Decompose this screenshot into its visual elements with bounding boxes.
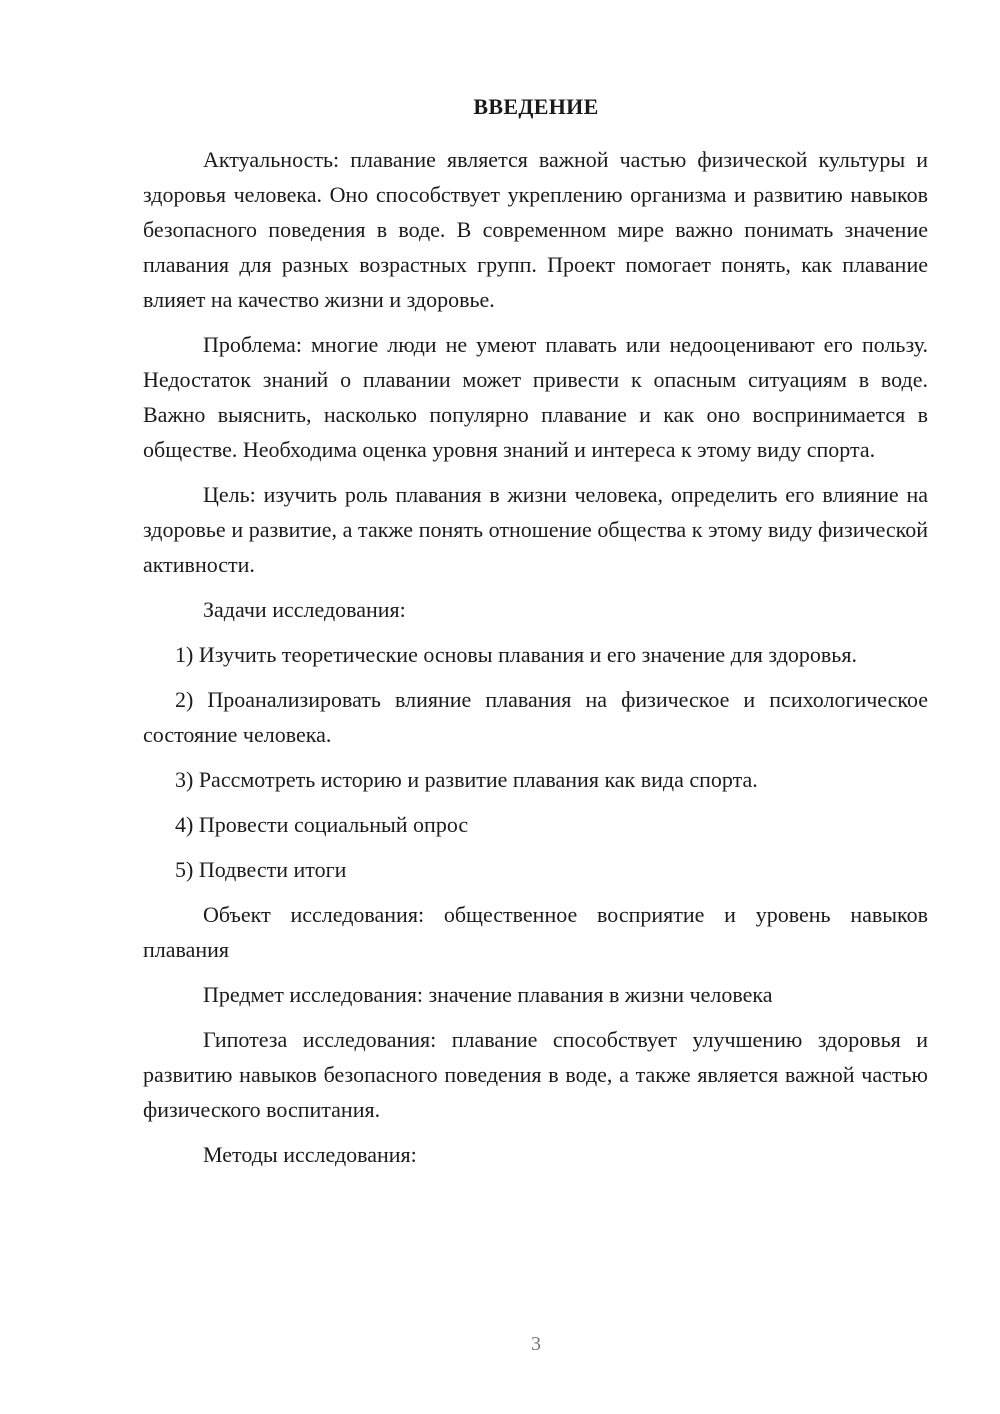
methods-title: Методы исследования: — [203, 1142, 417, 1167]
task-item-4: 4) Провести социальный опрос — [175, 812, 469, 837]
paragraph-object: Объект исследования: общественное восприятие и уровень навыков плавания — [143, 902, 928, 962]
page-title: ВВЕДЕНИЕ — [473, 94, 599, 119]
task-item-2: 2) Проанализировать влияние плавания на физическое и психологическое состояние человека. — [143, 687, 928, 747]
document-body — [143, 142, 928, 1182]
paragraph-relevance: Актуальность: плавание является важной частью физической культуры и здоровья человека. Оно способствует укреплению организма и развитию навыков безопасного поведения в воде. В современном мире важно понимать значение плавания для разных возрастных групп. Проект помогает понять, как плавание влияет на качество жизни и здоровье. — [143, 147, 928, 312]
paragraph-problem: Проблема: многие люди не умеют плавать или недооценивают его пользу. Недостаток знаний о плавании может привести к опасным ситуациям в воде. Важно выяснить, насколько популярно плавание и как оно воспринимается в обществе. Необходима оценка уровня знаний и интереса к этому виду спорта. — [143, 332, 928, 462]
page-number: 3 — [531, 1333, 541, 1355]
task-item-1: 1) Изучить теоретические основы плавания и его значение для здоровья. — [175, 642, 857, 667]
paragraph-subject: Предмет исследования: значение плавания в жизни человека — [203, 982, 773, 1007]
paragraph-goal: Цель: изучить роль плавания в жизни человека, определить его влияние на здоровье и развитие, а также понять отношение общества к этому виду физической активности. — [143, 482, 928, 577]
paragraph-hypothesis: Гипотеза исследования: плавание способствует улучшению здоровья и развитию навыков безопасного поведения в воде, а также является важной частью физического воспитания. — [143, 1027, 928, 1122]
task-item-3: 3) Рассмотреть историю и развитие плавания как вида спорта. — [175, 767, 758, 792]
tasks-title: Задачи исследования: — [203, 597, 406, 622]
task-item-5: 5) Подвести итоги — [175, 857, 347, 882]
